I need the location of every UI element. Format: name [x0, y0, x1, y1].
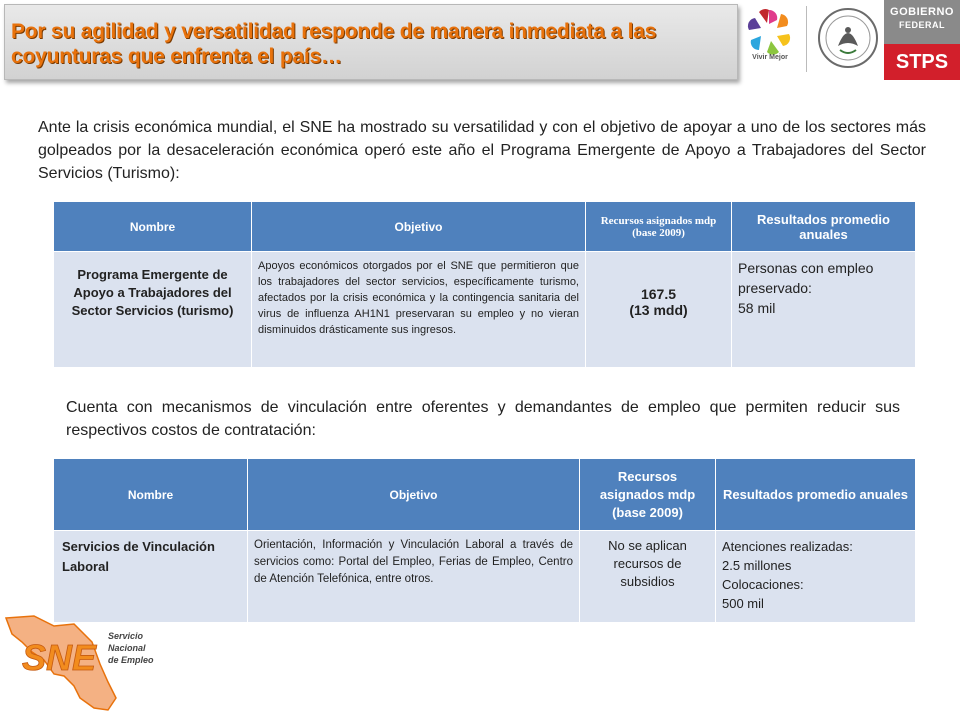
vinculacion-table	[53, 458, 916, 623]
programa-emergente-table	[53, 201, 916, 368]
vinculacion-nombre: Servicios de Vinculación Laboral	[54, 531, 248, 623]
table-header-row	[54, 202, 916, 252]
atenciones-value: 2.5 millones	[722, 558, 792, 573]
vivir-mejor-logo	[740, 6, 798, 72]
recursos-amount: 167.5	[640, 286, 677, 302]
title-banner	[4, 4, 738, 80]
sne-name-line3: de Empleo	[108, 655, 154, 665]
vinculacion-recursos: No se aplican recursos de subsidios	[580, 531, 716, 623]
sne-name	[108, 630, 168, 666]
gobierno-label: GOBIERNO	[890, 6, 954, 18]
header-recursos: Recursos asignados mdp (base 2009)	[580, 459, 716, 531]
header-nombre: Nombre	[54, 459, 248, 531]
header-recursos: Recursos asignados mdp (base 2009)	[586, 202, 732, 252]
sne-name-line2: Nacional	[108, 643, 146, 653]
colocaciones-label: Colocaciones:	[722, 577, 804, 592]
intro-paragraph: Ante la crisis económica mundial, el SNE ha mostrado su versatilidad y con el objetivo de apoyar a uno de los sectores más golpeados por la desaceleración económica operó este año el Programa Emergente de Apoyo a Trabajadores del Sector Servicios (Turismo):	[38, 119, 926, 182]
resultados-value: 58 mil	[738, 300, 776, 316]
recursos-usd: (13 mdd)	[629, 302, 688, 318]
programa-nombre: Programa Emergente de Apoyo a Trabajadores del Sector Servicios (turismo)	[54, 252, 252, 368]
colocaciones-value: 500 mil	[722, 596, 764, 611]
page-title: Por su agilidad y versatilidad responde de manera inmediata a las coyunturas que enfrenta el país…	[11, 20, 657, 68]
federal-label: FEDERAL	[899, 20, 945, 30]
sne-name-line1: Servicio	[108, 631, 144, 641]
programa-recursos	[586, 252, 732, 368]
table-header-row	[54, 459, 916, 531]
vinculacion-objetivo: Orientación, Información y Vinculación Laboral a través de servicios como: Portal del Empleo, Ferias de Empleo, Centro de Atención Telefónica, entre otros.	[248, 531, 580, 623]
table-row	[54, 252, 916, 368]
vinculacion-paragraph: Cuenta con mecanismos de vinculación entre oferentes y demandantes de empleo que permiten reducir sus respectivos costos de contratación:	[66, 399, 900, 439]
programa-resultados	[732, 252, 916, 368]
header-resultados: Resultados promedio anuales	[732, 202, 916, 252]
atenciones-label: Atenciones realizadas:	[722, 539, 853, 554]
vinculacion-resultados	[716, 531, 916, 623]
resultados-label: Personas con empleo preservado:	[738, 260, 874, 296]
mexico-seal-icon	[816, 6, 880, 72]
header-objetivo: Objetivo	[248, 459, 580, 531]
vivir-mejor-label: Vivir Mejor	[752, 54, 788, 61]
stps-logo: STPS	[884, 44, 960, 80]
header-nombre: Nombre	[54, 202, 252, 252]
table-row	[54, 531, 916, 623]
logo-divider	[806, 6, 807, 72]
header-resultados: Resultados promedio anuales	[716, 459, 916, 531]
programa-objetivo: Apoyos económicos otorgados por el SNE que permitieron que los trabajadores del sector servicios, específicamente turismo, afectados por la crisis económica y la contingencia sanitaria del virus de influenza AH1N1 preservaran su empleo y no vieran disminuidos drásticamente sus ingresos.	[252, 252, 586, 368]
sne-logo-text: SNE	[22, 637, 97, 678]
header-objetivo: Objetivo	[252, 202, 586, 252]
